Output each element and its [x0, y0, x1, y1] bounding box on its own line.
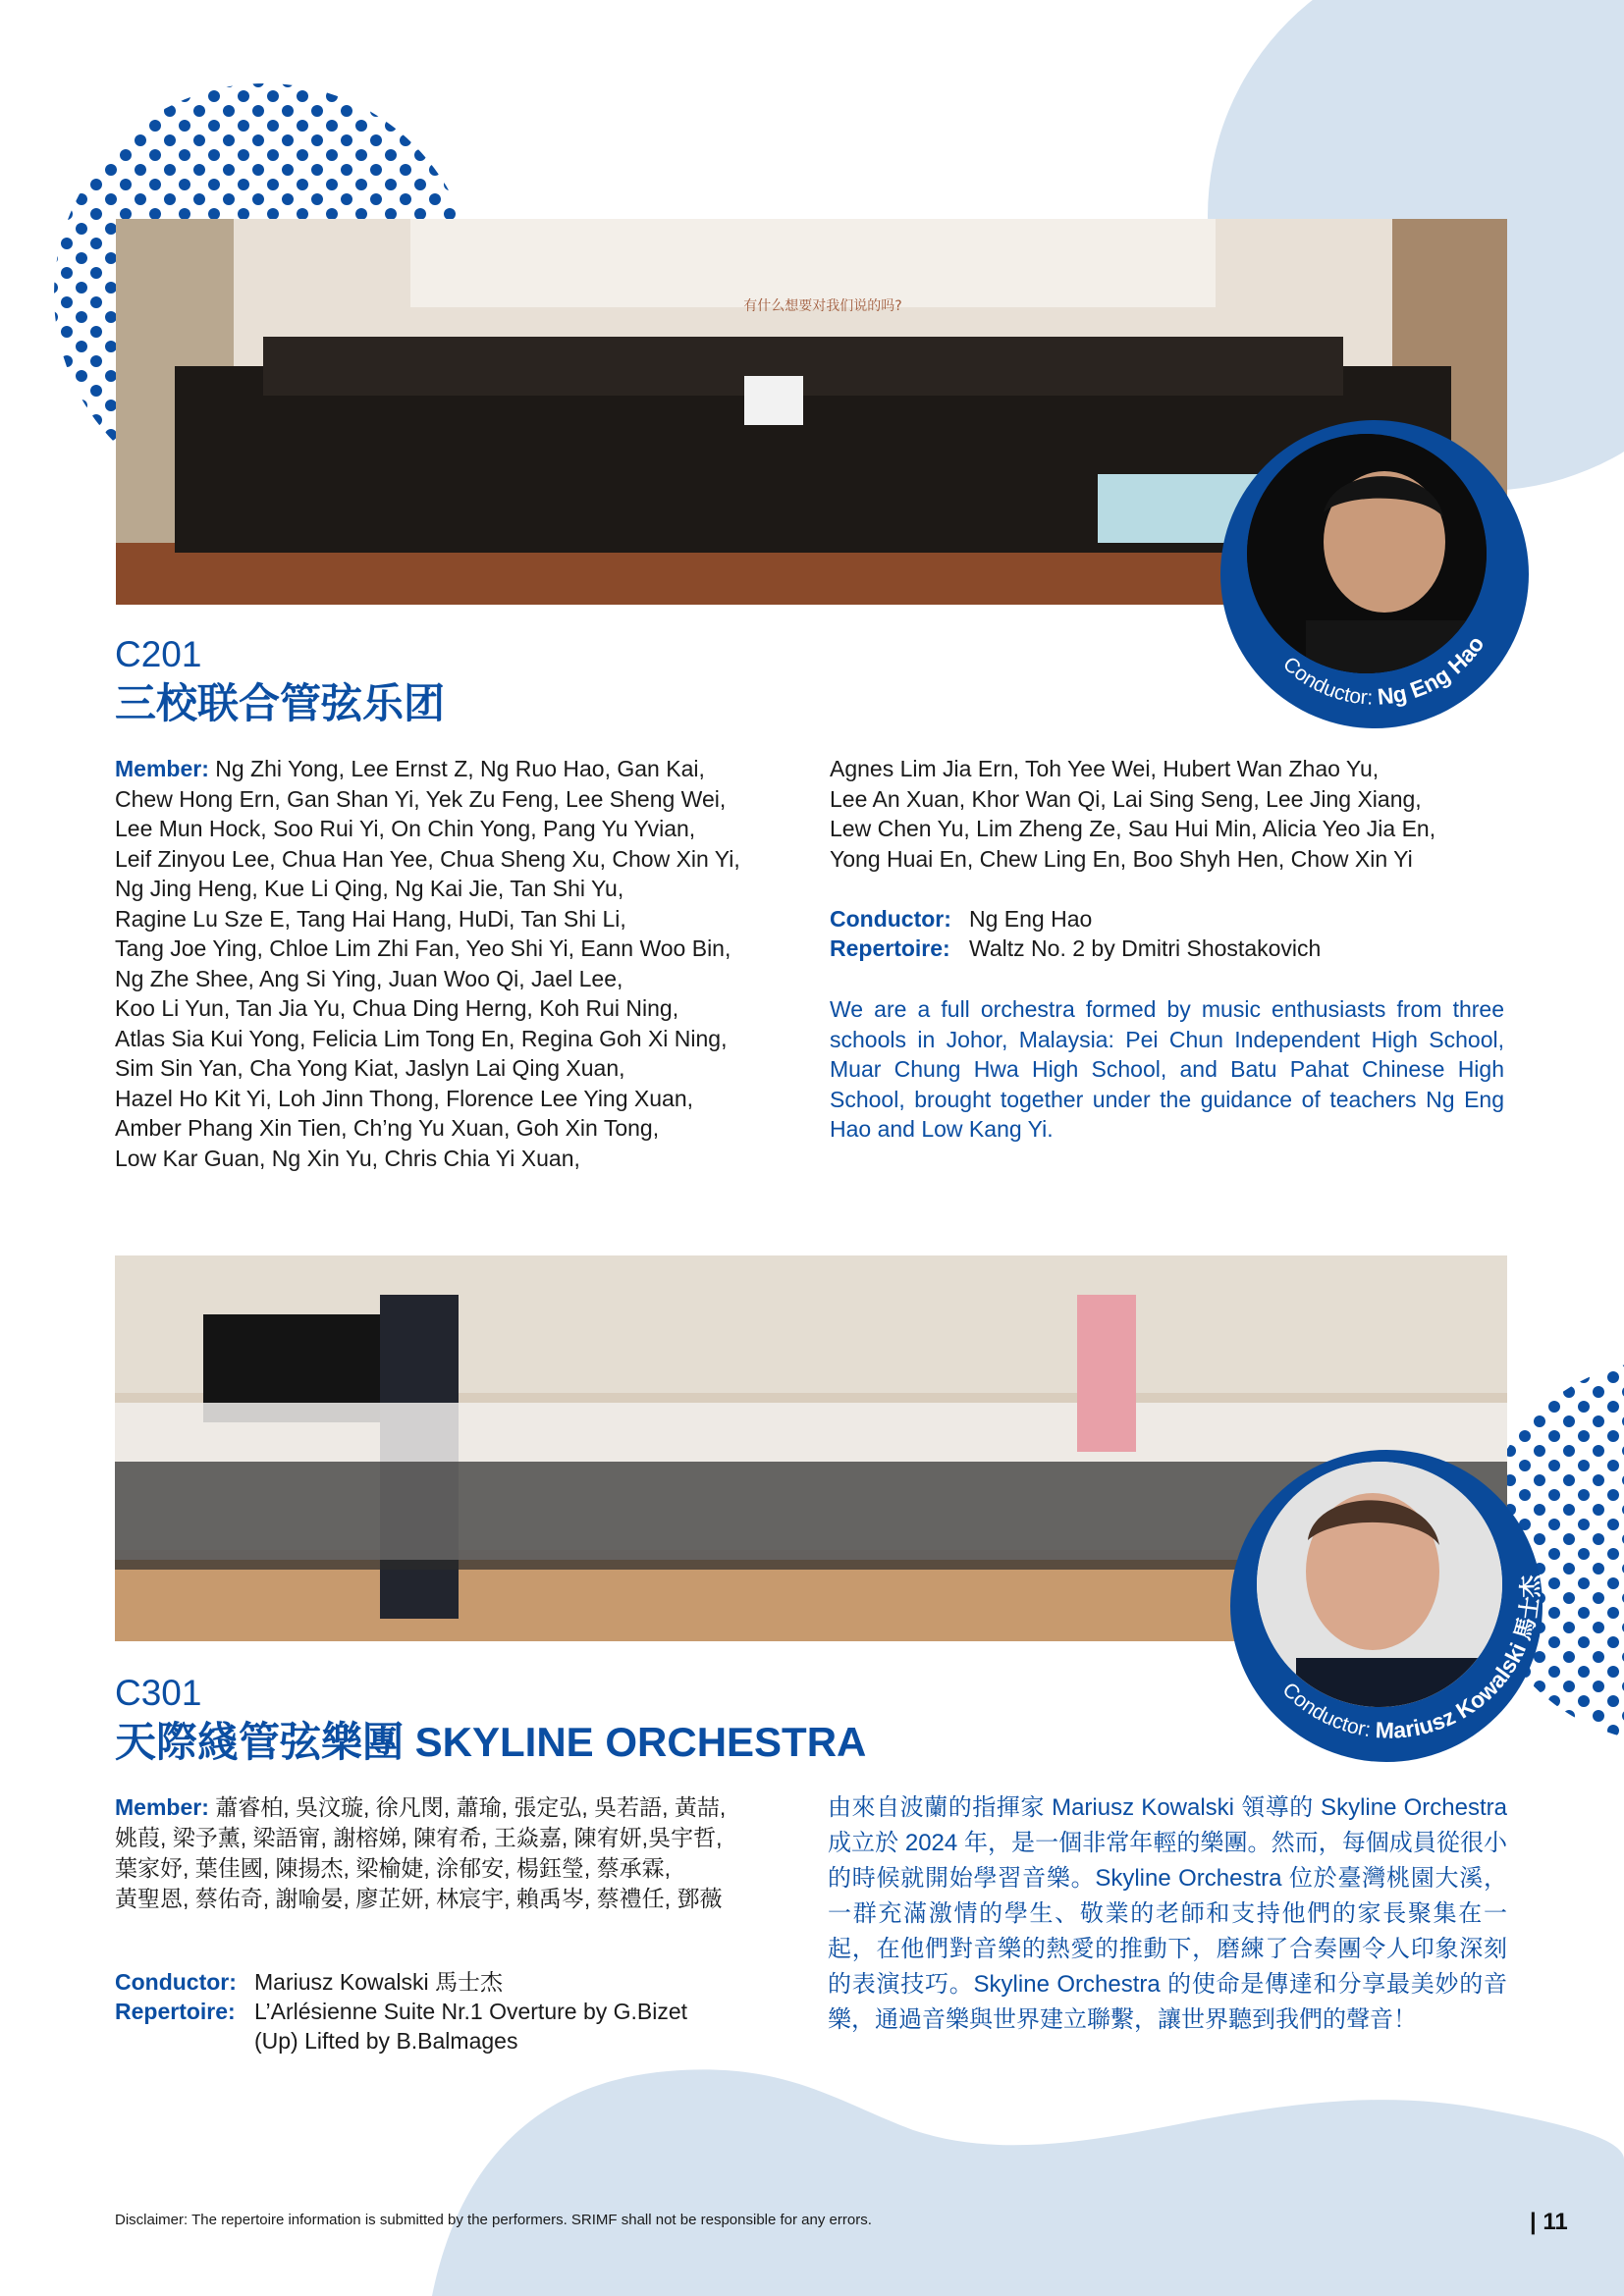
c301-member-label: Member: — [115, 1794, 209, 1820]
c201-title: 三校联合管弦乐团 — [115, 680, 446, 726]
c301-repertoire-value-2: (Up) Lifted by B.Balmages — [254, 2028, 518, 2054]
c201-member-line: Ng Zhi Yong, Lee Ernst Z, Ng Ruo Hao, Gan Kai, — [215, 756, 705, 781]
c301-code: C301 — [115, 1673, 202, 1713]
c201-member-line: Agnes Lim Jia Ern, Toh Yee Wei, Hubert Wan Zhao Yu, — [830, 756, 1380, 781]
c201-member-line: Koo Li Yun, Tan Jia Yu, Chua Ding Herng, Koh Rui Ning, — [115, 995, 679, 1021]
c201-member-list — [115, 754, 802, 1173]
c201-repertoire-label: Repertoire: — [830, 935, 950, 961]
c201-member-line: Lee An Xuan, Khor Wan Qi, Lai Sing Seng, Lee Jing Xiang, — [830, 785, 1422, 812]
c201-member-line: Amber Phang Xin Tien, Ch’ng Yu Xuan, Goh Xin Tong, — [115, 1115, 660, 1141]
c201-member-line: Low Kar Guan, Ng Xin Yu, Chris Chia Yi Xuan, — [115, 1145, 580, 1171]
c301-title: 天際綫管弦樂團 SKYLINE ORCHESTRA — [115, 1719, 867, 1765]
c201-conductor-portrait — [1220, 420, 1529, 728]
page-number: | 11 — [1530, 2209, 1568, 2235]
banner-text: 有什么想要对我们说的吗? — [743, 298, 902, 314]
c301-conductor-row — [115, 1967, 503, 1998]
c301-conductor-portrait — [1230, 1450, 1543, 1762]
c301-repertoire-row — [115, 1997, 687, 2027]
c201-member-line: Lew Chen Yu, Lim Zheng Ze, Sau Hui Min, Alicia Yeo Jia En, — [830, 816, 1436, 841]
c301-repertoire-value-1: L’Arlésienne Suite Nr.1 Overture by G.Bizet — [254, 1999, 688, 2024]
c201-member-line: Hazel Ho Kit Yi, Loh Jinn Thong, Florence Lee Ying Xuan, — [115, 1085, 694, 1111]
c201-code: C201 — [115, 634, 202, 674]
c201-member-line: Tang Joe Ying, Chloe Lim Zhi Fan, Yeo Shi Yi, Eann Woo Bin, — [115, 935, 731, 961]
c201-description: We are a full orchestra formed by music enthusiasts from three schools in Johor, Malaysia: Pei Chun Independent High School, Muar Chung Hwa High School, and Batu Pahat Chinese High School, brought together under the guidance of teachers Ng Eng Hao and Low Kang Yi. — [830, 996, 1504, 1142]
c201-member-label: Member: — [115, 756, 209, 781]
c201-member-line: Ng Zhe Shee, Ang Si Ying, Juan Woo Qi, Jael Lee, — [115, 965, 623, 991]
c201-conductor-label: Conductor: — [830, 906, 951, 932]
c201-member-list-continued — [830, 754, 1517, 874]
c301-conductor-label: Conductor: — [115, 1969, 237, 1995]
svg-text:Conductor: Mariusz Kow — [1278, 1574, 1543, 1742]
footer-disclaimer: Disclaimer: The repertoire information is submitted by the performers. SRIMF shall not be responsible for any errors. — [115, 2212, 872, 2228]
c301-repertoire-row-2 — [254, 2026, 517, 2056]
c301-repertoire-label: Repertoire: — [115, 1999, 236, 2024]
c201-member-line: Ng Jing Heng, Kue Li Qing, Ng Kai Jie, Tan Shi Yu, — [115, 876, 624, 901]
c301-member-line: 葉家妤, 葉佳國, 陳揚杰, 梁榆婕, 涂郁安, 楊鈺瑩, 蔡承霖, — [115, 1855, 672, 1881]
c301-portrait-caption-prefix: Conductor: — [1277, 1678, 1373, 1742]
c201-member-line: Atlas Sia Kui Yong, Felicia Lim Tong En, Regina Goh Xi Ning, — [115, 1025, 728, 1051]
c301-member-line: 黃聖恩, 蔡佑奇, 謝喻晏, 廖芷妍, 林宸宇, 賴禹岑, 蔡禮任, 鄧薇 — [115, 1886, 723, 1911]
c201-member-line: Yong Huai En, Chew Ling En, Boo Shyh Hen, Chow Xin Yi — [830, 845, 1413, 872]
c301-member-list — [115, 1792, 822, 1914]
c301-member-line: 姚葭, 梁予薰, 梁語甯, 謝榕娣, 陳宥希, 王焱嘉, 陳宥妍,吳宇哲, — [115, 1825, 723, 1850]
c201-member-line: Lee Mun Hock, Soo Rui Yi, On Chin Yong, Pang Yu Yvian, — [115, 816, 696, 841]
c201-repertoire-value: Waltz No. 2 by Dmitri Shostakovich — [969, 935, 1322, 961]
c201-portrait-caption-prefix: Conductor: — [1278, 652, 1374, 710]
c301-portrait-caption-name: Mariusz Kowalski 馬士杰 — [1375, 1575, 1543, 1743]
c201-member-line: Leif Zinyou Lee, Chua Han Yee, Chua Sheng Xu, Chow Xin Yi, — [115, 845, 740, 872]
c201-conductor-row — [830, 904, 1092, 934]
c201-portrait-caption-name: Ng Eng Hao — [1376, 631, 1489, 710]
c201-repertoire-row — [830, 934, 1321, 964]
svg-text:Conductor: Ng Eng Hao — [1278, 631, 1489, 710]
c301-description: 由來自波蘭的指揮家 Mariusz Kowalski 領導的 Skyline Orchestra 成立於 2024 年，是一個非常年輕的樂團。然而，每個成員從很小的時候就開始學習音樂。Skyline Orchestra 位於臺灣桃園大溪，一群充滿激情的學生、敬業的老師和支持他們的家長聚集在一起，在他們對音樂的熱愛的推動下，磨練了合奏團令人印象深刻的表演技巧。Skyline Orchestra 的使命是傳達和分享最美妙的音樂，通過音樂與世界建立聯繫，讓世界聽到我們的聲音！ — [828, 1794, 1507, 2033]
c201-member-line: Chew Hong Ern, Gan Shan Yi, Yek Zu Feng, Lee Sheng Wei, — [115, 785, 727, 812]
c201-member-line: Ragine Lu Sze E, Tang Hai Hang, HuDi, Tan Shi Li, — [115, 905, 626, 932]
c201-conductor-value: Ng Eng Hao — [969, 906, 1093, 932]
c301-conductor-value: Mariusz Kowalski 馬士杰 — [254, 1969, 504, 1995]
c301-member-line: 蕭睿柏, 吳汶璇, 徐凡閔, 蕭瑜, 張定弘, 吳若語, 黃喆, — [215, 1794, 727, 1820]
c201-member-line: Sim Sin Yan, Cha Yong Kiat, Jaslyn Lai Qing Xuan, — [115, 1055, 625, 1081]
